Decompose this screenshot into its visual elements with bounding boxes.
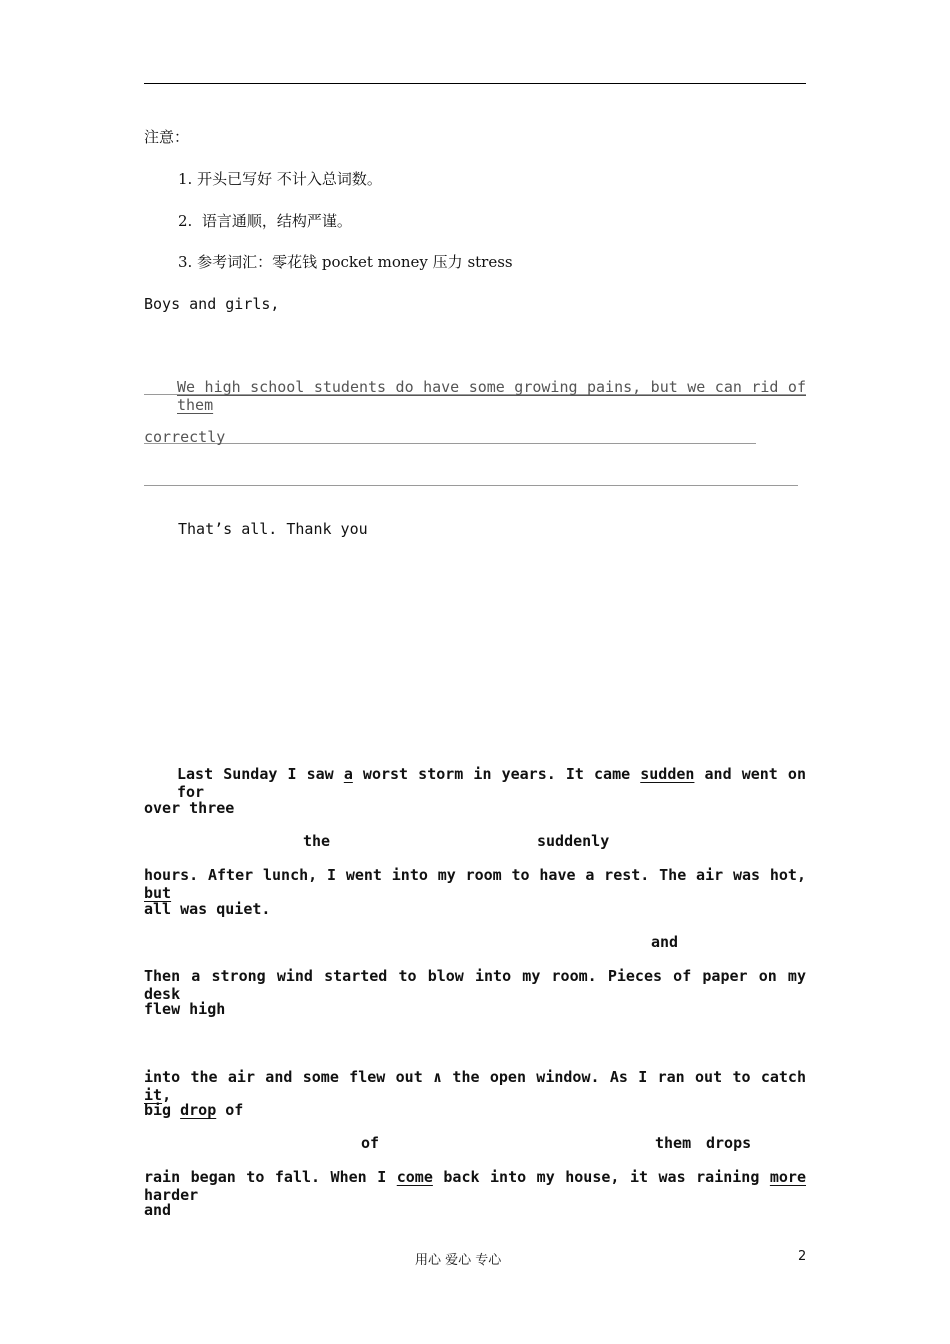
error-word: but xyxy=(144,884,172,902)
notes-item-1: 1. 开头已写好 不计入总词数。 xyxy=(178,170,382,188)
essay-line-2: correctly xyxy=(144,428,226,446)
text-run: worst storm in years. It came xyxy=(352,765,641,783)
text-run: , xyxy=(162,1086,172,1104)
page-number: 2 xyxy=(798,1249,807,1264)
text-run: hours. After lunch, I went into my room to have a rest. The air was hot, xyxy=(144,866,806,884)
notes-item-3: 3. 参考词汇：零花钱 pocket money 压力 stress xyxy=(178,253,513,271)
error-word: drop xyxy=(180,1101,217,1119)
correction-of: of xyxy=(361,1134,380,1152)
header-rule xyxy=(144,83,806,84)
error-word: it xyxy=(144,1086,163,1104)
error-word: sudden xyxy=(640,765,695,783)
essay-salutation: Boys and girls, xyxy=(144,295,280,313)
notes-heading: 注意： xyxy=(144,128,190,146)
passage-line-7 xyxy=(144,1068,806,1104)
correction-them: them xyxy=(655,1134,692,1152)
text-run: back into my house, it was raining xyxy=(432,1168,770,1186)
writing-line-2 xyxy=(144,443,756,444)
passage-line-6: flew high xyxy=(144,1000,226,1018)
correction-drops: drops xyxy=(706,1134,752,1152)
correction-and: and xyxy=(651,933,679,951)
writing-line-3 xyxy=(144,485,798,486)
passage-line-2: over three xyxy=(144,799,235,817)
error-word: more xyxy=(769,1168,806,1186)
passage-line-8 xyxy=(144,1101,243,1119)
essay-closing: That’s all. Thank you xyxy=(178,520,368,538)
essay-line-1-text: We high school students do have some growing pains, but we can rid of them xyxy=(177,378,806,414)
notes-item-2: 2. 语言通顺，结构严谨。 xyxy=(178,212,352,230)
passage-line-4: all was quiet. xyxy=(144,900,271,918)
error-word: a xyxy=(343,765,353,783)
footer-slogan: 用心 爱心 专心 xyxy=(415,1253,502,1268)
text-run: rain began to fall. When I xyxy=(144,1168,397,1186)
text-run: harder xyxy=(144,1186,199,1204)
correction-the: the xyxy=(303,832,331,850)
correction-suddenly: suddenly xyxy=(537,832,610,850)
text-run: big xyxy=(144,1101,181,1119)
essay-line-1 xyxy=(144,378,806,414)
error-word: come xyxy=(396,1168,433,1186)
text-run: Last Sunday I saw xyxy=(177,765,344,783)
passage-line-1 xyxy=(144,765,806,801)
passage-line-5: Then a strong wind started to blow into my room. Pieces of paper on my desk xyxy=(144,967,806,1003)
text-run: and went on for xyxy=(177,765,806,801)
text-run: into the air and some flew out ∧ the open window. As I ran out to catch xyxy=(144,1068,806,1086)
passage-line-3 xyxy=(144,866,806,902)
text-run: of xyxy=(216,1101,244,1119)
passage-line-10: and xyxy=(144,1201,172,1219)
passage-line-9 xyxy=(144,1168,806,1204)
